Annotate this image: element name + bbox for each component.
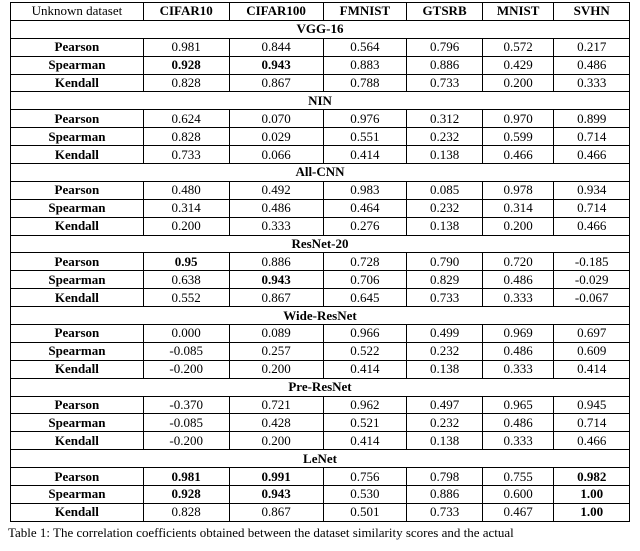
value-cell: 0.480 [143, 181, 229, 199]
value-cell: 0.981 [143, 468, 229, 486]
value-cell: 0.572 [482, 38, 554, 56]
value-cell: 0.733 [407, 503, 483, 521]
table-row [11, 342, 630, 360]
value-cell: 0.934 [554, 181, 630, 199]
value-cell: 0.600 [482, 486, 554, 504]
value-cell: 0.95 [143, 253, 229, 271]
header-mnist: MNIST [482, 3, 554, 21]
metric-label: Kendall [11, 503, 144, 521]
value-cell: 0.486 [554, 56, 630, 74]
value-cell: -0.029 [554, 271, 630, 289]
header-fmnist: FMNIST [323, 3, 407, 21]
section-row [11, 450, 630, 468]
metric-label: Spearman [11, 199, 144, 217]
metric-label: Pearson [11, 110, 144, 128]
value-cell: 0.928 [143, 56, 229, 74]
value-cell: 0.486 [482, 342, 554, 360]
value-cell: -0.185 [554, 253, 630, 271]
table-row [11, 414, 630, 432]
value-cell: -0.085 [143, 342, 229, 360]
value-cell: 0.232 [407, 414, 483, 432]
value-cell: 0.966 [323, 325, 407, 343]
value-cell: 0.867 [229, 503, 323, 521]
metric-label: Kendall [11, 146, 144, 164]
value-cell: 0.530 [323, 486, 407, 504]
metric-label: Pearson [11, 396, 144, 414]
value-cell: 0.522 [323, 342, 407, 360]
table-row [11, 253, 630, 271]
metric-label: Kendall [11, 432, 144, 450]
value-cell: 0.314 [482, 199, 554, 217]
value-cell: 0.829 [407, 271, 483, 289]
metric-label: Kendall [11, 74, 144, 92]
value-cell: 0.466 [482, 146, 554, 164]
value-cell: 0.138 [407, 146, 483, 164]
header-row [11, 3, 630, 21]
section-title: NIN [11, 92, 630, 110]
value-cell: 0.217 [554, 38, 630, 56]
table-row [11, 325, 630, 343]
value-cell: 0.000 [143, 325, 229, 343]
value-cell: 0.138 [407, 217, 483, 235]
table-row [11, 38, 630, 56]
value-cell: 0.232 [407, 342, 483, 360]
table-row [11, 181, 630, 199]
table-row [11, 289, 630, 307]
value-cell: 0.867 [229, 289, 323, 307]
value-cell: 0.466 [554, 432, 630, 450]
value-cell: 0.883 [323, 56, 407, 74]
value-cell: 0.428 [229, 414, 323, 432]
table-row [11, 396, 630, 414]
header-cifar100: CIFAR100 [229, 3, 323, 21]
value-cell: 0.828 [143, 128, 229, 146]
value-cell: 0.138 [407, 360, 483, 378]
section-title: ResNet-20 [11, 235, 630, 253]
value-cell: 0.333 [229, 217, 323, 235]
value-cell: 0.886 [407, 486, 483, 504]
section-row [11, 378, 630, 396]
value-cell: 0.333 [482, 432, 554, 450]
header-svhn: SVHN [554, 3, 630, 21]
value-cell: 0.029 [229, 128, 323, 146]
value-cell: 0.790 [407, 253, 483, 271]
header-unknown-dataset: Unknown dataset [11, 3, 144, 21]
section-title: LeNet [11, 450, 630, 468]
metric-label: Pearson [11, 181, 144, 199]
section-title: VGG-16 [11, 20, 630, 38]
value-cell: 0.828 [143, 74, 229, 92]
table-row [11, 217, 630, 235]
table-row [11, 199, 630, 217]
value-cell: 0.706 [323, 271, 407, 289]
metric-label: Spearman [11, 414, 144, 432]
value-cell: 0.200 [143, 217, 229, 235]
table-caption: Table 1: The correlation coefficients obtained between the dataset similarity scores and the actual [8, 524, 514, 540]
table-row [11, 146, 630, 164]
value-cell: 0.788 [323, 74, 407, 92]
value-cell: 0.733 [407, 74, 483, 92]
section-row [11, 164, 630, 182]
metric-label: Pearson [11, 38, 144, 56]
metric-label: Pearson [11, 325, 144, 343]
metric-label: Spearman [11, 486, 144, 504]
value-cell: 0.257 [229, 342, 323, 360]
value-cell: 0.429 [482, 56, 554, 74]
value-cell: 0.978 [482, 181, 554, 199]
table-row [11, 74, 630, 92]
value-cell: 0.624 [143, 110, 229, 128]
value-cell: 0.796 [407, 38, 483, 56]
value-cell: 0.466 [554, 217, 630, 235]
table-row [11, 486, 630, 504]
value-cell: 0.414 [323, 432, 407, 450]
value-cell: 0.521 [323, 414, 407, 432]
value-cell: 0.733 [407, 289, 483, 307]
value-cell: 0.991 [229, 468, 323, 486]
section-row [11, 20, 630, 38]
value-cell: 0.333 [482, 360, 554, 378]
value-cell: 0.756 [323, 468, 407, 486]
section-row [11, 235, 630, 253]
value-cell: 0.200 [482, 217, 554, 235]
table-row [11, 432, 630, 450]
value-cell: 0.733 [143, 146, 229, 164]
header-gtsrb: GTSRB [407, 3, 483, 21]
value-cell: 0.721 [229, 396, 323, 414]
value-cell: 0.962 [323, 396, 407, 414]
value-cell: 0.276 [323, 217, 407, 235]
value-cell: -0.370 [143, 396, 229, 414]
value-cell: 0.965 [482, 396, 554, 414]
value-cell: 0.844 [229, 38, 323, 56]
metric-label: Spearman [11, 271, 144, 289]
section-row [11, 307, 630, 325]
table-row [11, 110, 630, 128]
value-cell: 0.486 [482, 414, 554, 432]
section-row [11, 92, 630, 110]
value-cell: 0.486 [229, 199, 323, 217]
value-cell: 0.499 [407, 325, 483, 343]
metric-label: Kendall [11, 360, 144, 378]
value-cell: 0.714 [554, 128, 630, 146]
value-cell: 0.232 [407, 199, 483, 217]
header-cifar10: CIFAR10 [143, 3, 229, 21]
value-cell: -0.085 [143, 414, 229, 432]
section-title: Wide-ResNet [11, 307, 630, 325]
value-cell: 0.970 [482, 110, 554, 128]
value-cell: 0.976 [323, 110, 407, 128]
value-cell: 0.070 [229, 110, 323, 128]
value-cell: 0.728 [323, 253, 407, 271]
value-cell: 0.981 [143, 38, 229, 56]
value-cell: 0.492 [229, 181, 323, 199]
value-cell: 0.414 [554, 360, 630, 378]
metric-label: Spearman [11, 56, 144, 74]
value-cell: 0.497 [407, 396, 483, 414]
value-cell: 0.638 [143, 271, 229, 289]
value-cell: 0.609 [554, 342, 630, 360]
value-cell: -0.200 [143, 360, 229, 378]
table-body [11, 20, 630, 521]
value-cell: 0.886 [229, 253, 323, 271]
value-cell: 0.486 [482, 271, 554, 289]
value-cell: 0.755 [482, 468, 554, 486]
value-cell: 0.232 [407, 128, 483, 146]
value-cell: 0.564 [323, 38, 407, 56]
value-cell: 0.200 [482, 74, 554, 92]
value-cell: 0.414 [323, 146, 407, 164]
value-cell: 0.943 [229, 271, 323, 289]
value-cell: 0.466 [554, 146, 630, 164]
value-cell: 0.200 [229, 360, 323, 378]
value-cell: 0.645 [323, 289, 407, 307]
value-cell: 0.945 [554, 396, 630, 414]
metric-label: Pearson [11, 468, 144, 486]
metric-label: Spearman [11, 342, 144, 360]
value-cell: 0.697 [554, 325, 630, 343]
value-cell: 0.982 [554, 468, 630, 486]
metric-label: Kendall [11, 289, 144, 307]
value-cell: 0.333 [554, 74, 630, 92]
value-cell: 0.867 [229, 74, 323, 92]
value-cell: 0.089 [229, 325, 323, 343]
metric-label: Kendall [11, 217, 144, 235]
value-cell: 0.501 [323, 503, 407, 521]
value-cell: 0.943 [229, 486, 323, 504]
value-cell: 0.714 [554, 414, 630, 432]
table-row [11, 271, 630, 289]
value-cell: 1.00 [554, 503, 630, 521]
value-cell: 0.312 [407, 110, 483, 128]
table-row [11, 128, 630, 146]
value-cell: 0.714 [554, 199, 630, 217]
value-cell: 0.414 [323, 360, 407, 378]
value-cell: 0.333 [482, 289, 554, 307]
metric-label: Pearson [11, 253, 144, 271]
value-cell: 0.886 [407, 56, 483, 74]
section-title: Pre-ResNet [11, 378, 630, 396]
value-cell: 0.085 [407, 181, 483, 199]
value-cell: 0.899 [554, 110, 630, 128]
section-title: All-CNN [11, 164, 630, 182]
value-cell: 0.551 [323, 128, 407, 146]
table-row [11, 468, 630, 486]
value-cell: 0.983 [323, 181, 407, 199]
value-cell: 0.200 [229, 432, 323, 450]
metric-label: Spearman [11, 128, 144, 146]
value-cell: 0.928 [143, 486, 229, 504]
value-cell: 0.464 [323, 199, 407, 217]
correlation-table [10, 2, 630, 522]
value-cell: -0.067 [554, 289, 630, 307]
value-cell: 0.599 [482, 128, 554, 146]
value-cell: 0.467 [482, 503, 554, 521]
value-cell: 1.00 [554, 486, 630, 504]
value-cell: 0.720 [482, 253, 554, 271]
value-cell: 0.943 [229, 56, 323, 74]
value-cell: 0.969 [482, 325, 554, 343]
value-cell: -0.200 [143, 432, 229, 450]
table-row [11, 503, 630, 521]
value-cell: 0.552 [143, 289, 229, 307]
value-cell: 0.314 [143, 199, 229, 217]
value-cell: 0.138 [407, 432, 483, 450]
value-cell: 0.066 [229, 146, 323, 164]
table-row [11, 360, 630, 378]
table-row [11, 56, 630, 74]
value-cell: 0.828 [143, 503, 229, 521]
value-cell: 0.798 [407, 468, 483, 486]
